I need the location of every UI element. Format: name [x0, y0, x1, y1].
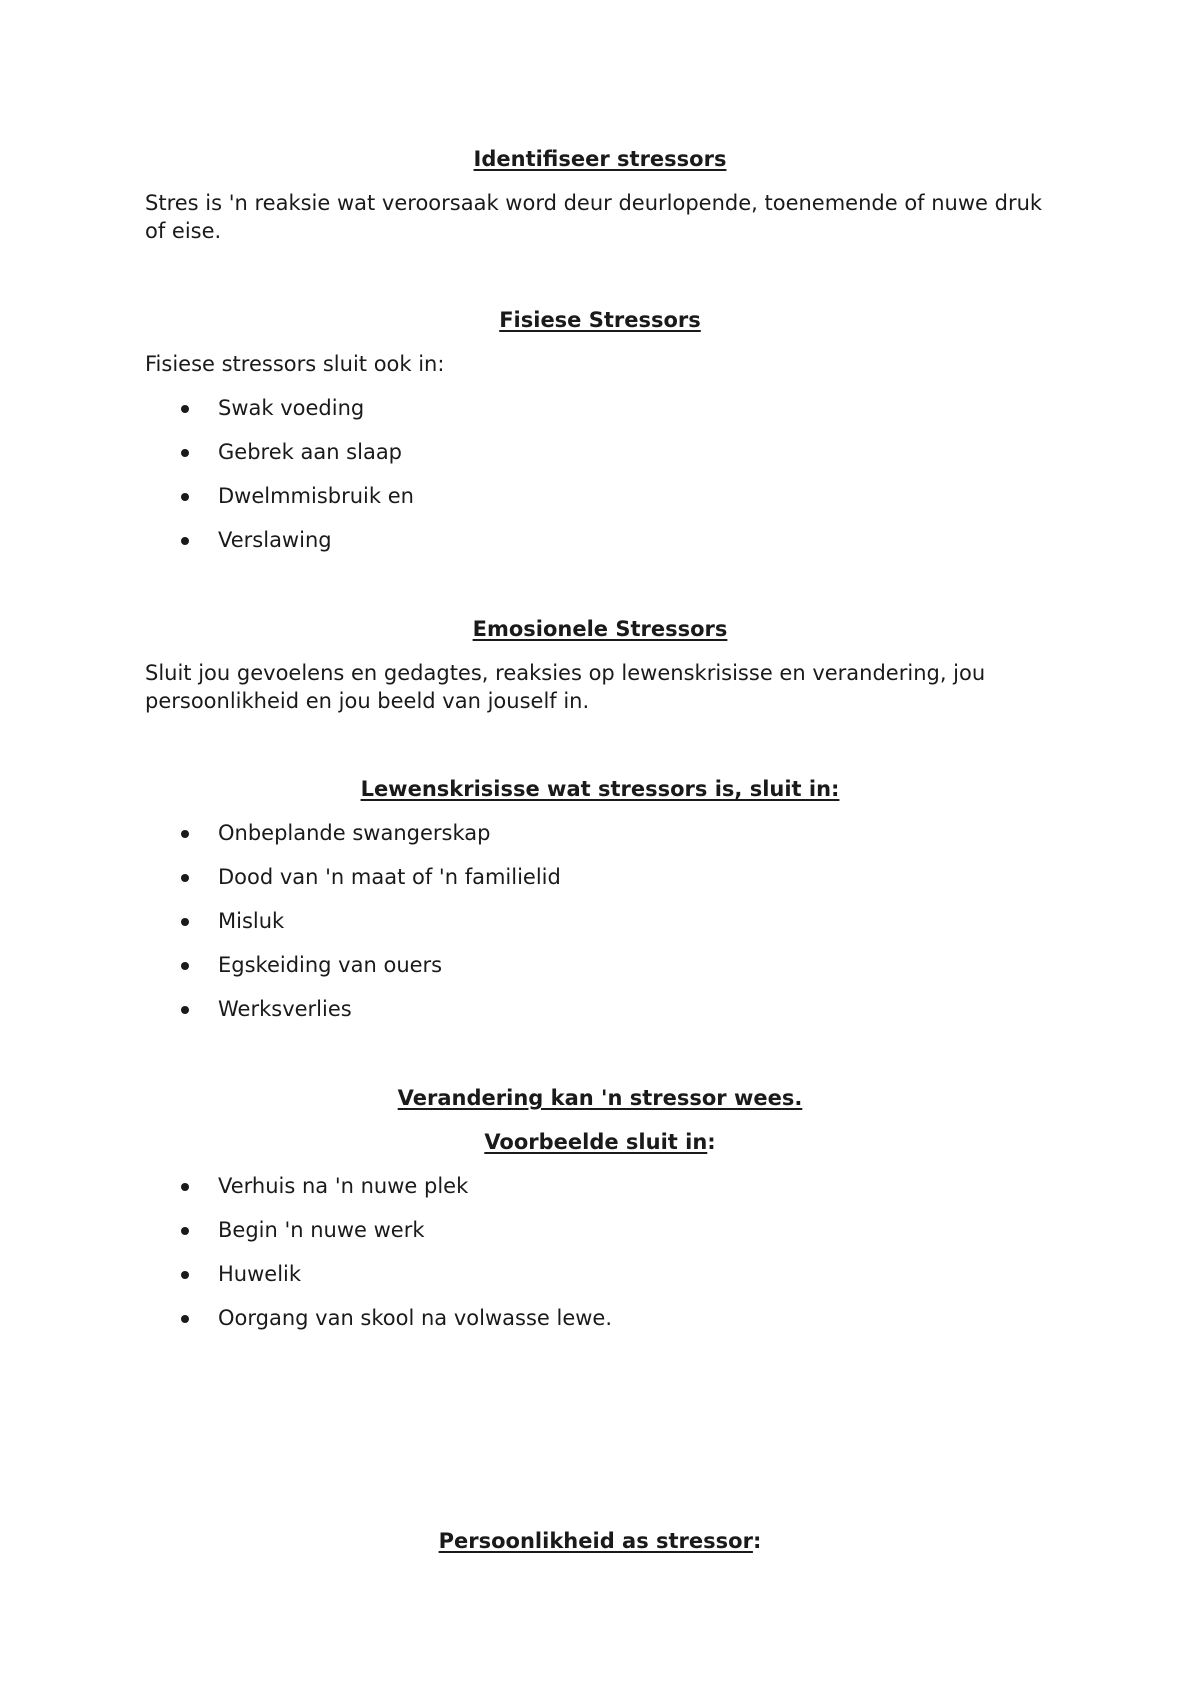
- bullet-icon: [181, 1227, 189, 1235]
- paragraph-stress-definition: Stres is 'n reaksie wat veroorsaak word deur deurlopende, toenemende of nuwe druk of eise.: [145, 191, 1043, 243]
- list-item-text: Werksverlies: [218, 997, 352, 1021]
- list-item-text: Verhuis na 'n nuwe plek: [218, 1174, 469, 1198]
- list-change-examples: [145, 1172, 612, 1348]
- heading-change-text: Verandering kan 'n stressor wees.: [397, 1086, 803, 1110]
- bullet-icon: [181, 918, 189, 926]
- bullet-icon: [181, 405, 189, 413]
- bullet-icon: [181, 1183, 189, 1191]
- list-item-text: Dood van 'n maat of 'n familielid: [218, 865, 561, 889]
- bullet-icon: [181, 1006, 189, 1014]
- heading-life-crises-text: Lewenskrisisse wat stressors is, sluit in:: [360, 777, 840, 801]
- list-physical-stressors: [145, 394, 414, 570]
- list-item: [145, 863, 561, 907]
- bullet-icon: [181, 962, 189, 970]
- list-item-text: Swak voeding: [218, 396, 365, 420]
- list-item: [145, 995, 561, 1039]
- list-item-text: Huwelik: [218, 1262, 302, 1286]
- list-item-text: Begin 'n nuwe werk: [218, 1218, 425, 1242]
- list-item-text: Gebrek aan slaap: [218, 440, 403, 464]
- list-item: [145, 1260, 612, 1304]
- heading-life-crises: [0, 775, 1200, 803]
- heading-physical-text: Fisiese Stressors: [499, 308, 701, 332]
- list-item: [145, 394, 414, 438]
- list-item: [145, 1172, 612, 1216]
- list-item: [145, 1216, 612, 1260]
- list-item: [145, 438, 414, 482]
- bullet-icon: [181, 537, 189, 545]
- heading-identify: [0, 145, 1200, 173]
- list-item-text: Egskeiding van ouers: [218, 953, 443, 977]
- heading-personality-text: Persoonlikheid as stressor: [438, 1529, 753, 1553]
- bullet-icon: [181, 1315, 189, 1323]
- subheading-examples-suffix: :: [707, 1130, 716, 1154]
- paragraph-physical-intro: Fisiese stressors sluit ook in:: [145, 352, 445, 376]
- list-item-text: Oorgang van skool na volwasse lewe.: [218, 1306, 613, 1330]
- list-item-text: Dwelmmisbruik en: [218, 484, 414, 508]
- list-life-crises: [145, 819, 561, 1039]
- heading-change: [0, 1084, 1200, 1112]
- list-item: [145, 951, 561, 995]
- list-item-text: Onbeplande swangerskap: [218, 821, 491, 845]
- heading-emotional-text: Emosionele Stressors: [472, 617, 728, 641]
- bullet-icon: [181, 449, 189, 457]
- list-item: [145, 482, 414, 526]
- list-item-text: Verslawing: [218, 528, 332, 552]
- bullet-icon: [181, 874, 189, 882]
- bullet-icon: [181, 830, 189, 838]
- heading-emotional-stressors: [0, 615, 1200, 643]
- subheading-examples-text: Voorbeelde sluit in: [484, 1130, 708, 1154]
- heading-identify-text: Identifiseer stressors: [473, 147, 727, 171]
- bullet-icon: [181, 493, 189, 501]
- heading-personality-suffix: :: [752, 1529, 762, 1553]
- heading-physical-stressors: [0, 306, 1200, 334]
- list-item: [145, 1304, 612, 1348]
- paragraph-emotional: Sluit jou gevoelens en gedagtes, reaksies op lewenskrisisse en verandering, jou persoonlikheid en jou beeld van jouself in.: [145, 661, 986, 713]
- heading-personality: [0, 1527, 1200, 1555]
- list-item: [145, 819, 561, 863]
- list-item-text: Misluk: [218, 909, 285, 933]
- subheading-examples: [0, 1128, 1200, 1156]
- list-item: [145, 526, 414, 570]
- list-item: [145, 907, 561, 951]
- bullet-icon: [181, 1271, 189, 1279]
